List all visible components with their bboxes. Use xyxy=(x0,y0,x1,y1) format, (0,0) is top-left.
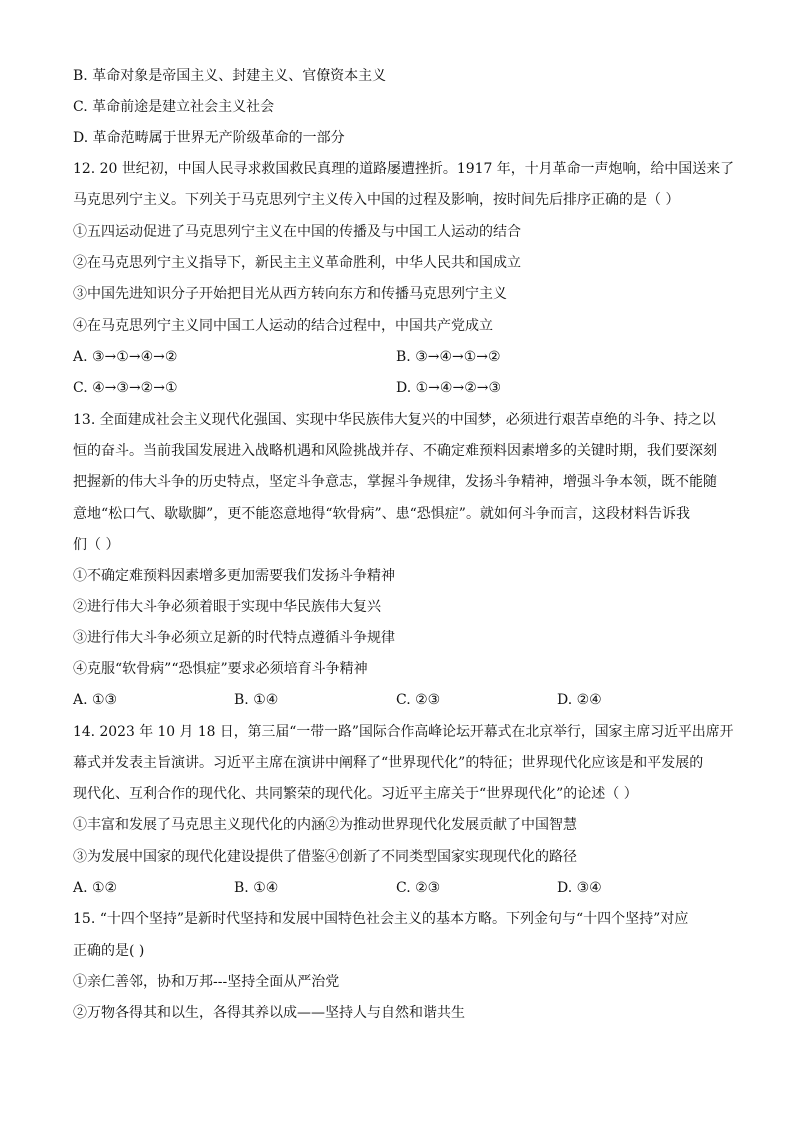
q12-option-c: C. ④→③→②→① xyxy=(73,380,178,396)
q14-stem-line: 现代化、互利合作的现代化、共同繁荣的现代化。习近平主席关于“世界现代化”的论述（ ） xyxy=(73,786,638,802)
q12-option-b: B. ③→④→①→② xyxy=(396,349,501,365)
q14-option-b: B. ①④ xyxy=(234,880,279,896)
q14-stem-line: 14. 2023 年 10 月 18 日，第三届“一带一路”国际合作高峰论坛开幕式在北京举行，国家主席习近平出席开 xyxy=(73,724,734,740)
q13-option-b: B. ①④ xyxy=(234,692,279,708)
q15-item: ②万物各得其和以生，各得其养以成——坚持人与自然和谐共生 xyxy=(73,1005,465,1021)
q13-stem-line: 把握新的伟大斗争的历史特点，坚定斗争意志，掌握斗争规律，发扬斗争精神，增强斗争本领，既不能随 xyxy=(73,474,717,490)
q14-stem-line: 幕式并发表主旨演讲。习近平主席在演讲中阐释了“世界现代化”的特征；世界现代化应该是和平发展的 xyxy=(73,755,704,771)
q14-option-c: C. ②③ xyxy=(396,880,441,896)
q14-item: ①丰富和发展了马克思主义现代化的内涵②为推动世界现代化发展贡献了中国智慧 xyxy=(73,817,577,833)
q14-item: ③为发展中国家的现代化建设提供了借鉴④创新了不同类型国家实现现代化的路径 xyxy=(73,849,577,865)
q13-option-d: D. ②④ xyxy=(557,692,602,708)
q13-stem-line: 们（ ） xyxy=(73,537,120,553)
q11-option-b: B. 革命对象是帝国主义、封建主义、官僚资本主义 xyxy=(73,68,387,84)
q12-option-d: D. ①→④→②→③ xyxy=(396,380,502,396)
q13-item: ①不确定难预料因素增多更加需要我们发扬斗争精神 xyxy=(73,568,395,584)
q15-stem-line: 正确的是( ) xyxy=(73,943,145,959)
q13-option-a: A. ①③ xyxy=(73,692,118,708)
q14-option-a: A. ①② xyxy=(73,880,118,896)
q12-item: ④在马克思列宁主义同中国工人运动的结合过程中，中国共产党成立 xyxy=(73,318,493,334)
q12-item: ②在马克思列宁主义指导下，新民主主义革命胜利，中华人民共和国成立 xyxy=(73,255,521,271)
q13-item: ④克服“软骨病”“恐惧症”要求必须培育斗争精神 xyxy=(73,661,368,677)
q13-stem-line: 恒的奋斗。当前我国发展进入战略机遇和风险挑战并存、不确定难预料因素增多的关键时期，我们要深刻 xyxy=(73,443,717,459)
q12-option-a: A. ③→①→④→② xyxy=(73,349,178,365)
q12-item: ①五四运动促进了马克思列宁主义在中国的传播及与中国工人运动的结合 xyxy=(73,224,521,240)
q13-stem-line: 13. 全面建成社会主义现代化强国、实现中华民族伟大复兴的中国梦，必须进行艰苦卓绝的斗争、持之以 xyxy=(73,412,716,428)
q12-item: ③中国先进知识分子开始把目光从西方转向东方和传播马克思列宁主义 xyxy=(73,286,507,302)
q14-option-d: D. ③④ xyxy=(557,880,602,896)
q15-stem-line: 15. “十四个坚持”是新时代坚持和发展中国特色社会主义的基本方略。下列金句与“十四个坚持”对应 xyxy=(73,911,689,927)
q11-option-d: D. 革命范畴属于世界无产阶级革命的一部分 xyxy=(73,130,345,146)
q12-stem-line: 12. 20 世纪初，中国人民寻求救国救民真理的道路屡遭挫折。1917 年，十月革命一声炮响，给中国送来了 xyxy=(73,161,735,177)
q13-stem-line: 意地“松口气、歇歇脚”，更不能恣意地得“软骨病”、患“恐惧症”。就如何斗争而言，这段材料告诉我 xyxy=(73,506,690,522)
q11-option-c: C. 革命前途是建立社会主义社会 xyxy=(73,99,275,115)
q13-option-c: C. ②③ xyxy=(396,692,441,708)
q13-item: ②进行伟大斗争必须着眼于实现中华民族伟大复兴 xyxy=(73,599,381,615)
q12-stem-line: 马克思列宁主义。下列关于马克思列宁主义传入中国的过程及影响，按时间先后排序正确的是（ ） xyxy=(73,192,680,208)
q13-item: ③进行伟大斗争必须立足新的时代特点遵循斗争规律 xyxy=(73,630,395,646)
q15-item: ①亲仁善邻，协和万邦---坚持全面从严治党 xyxy=(73,974,340,990)
